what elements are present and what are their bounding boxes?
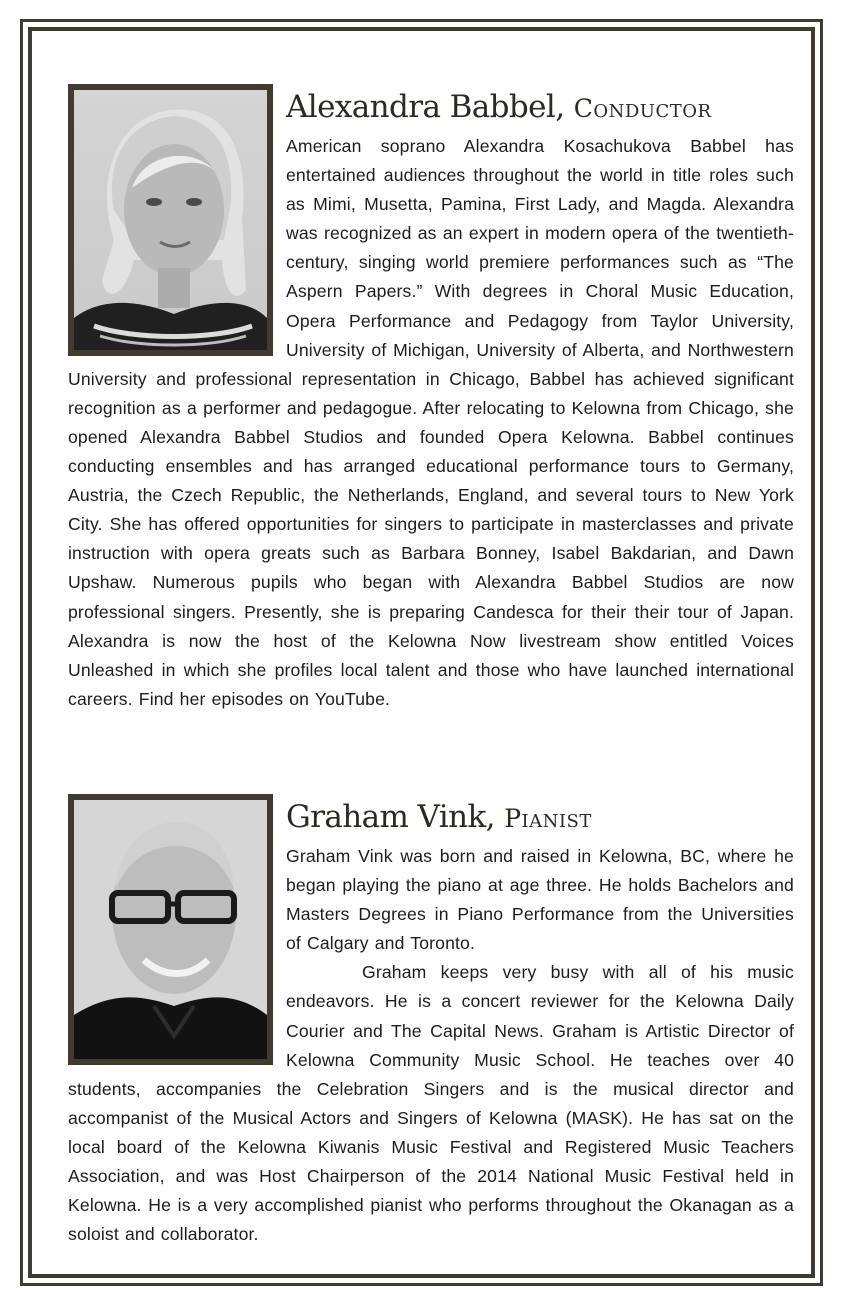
graham-vink-photo [68,794,273,1065]
bio-graham-vink [68,794,794,1249]
bio-paragraph: Graham Vink was born and raised in Kelowna, BC, where he began playing the piano at age three. He holds Bachelors and Masters Degrees in Piano Performance from the Universities of Calgary and Toronto. [286,846,794,954]
performer-role: Pianist [504,804,592,833]
performer-role: Conductor [573,94,712,123]
performer-name: Alexandra Babbel, Conductor [286,89,712,125]
bio-paragraph: American soprano Alexandra Kosachukova Babbel has entertained audiences throughout the world in title roles such as Mimi, Musetta, Pamina, First Lady, and Magda. Alexandra was recognized as an expert in modern opera of the twentieth-century, singing world premiere performances such as “The Aspern Papers.” With degrees in Choral Music Education, Opera Performance and Pedagogy from Taylor University, University of Michigan, University of Alberta, and Northwestern University and professional representation in Chicago, Babbel has achieved significant recognition as a performer and pedagogue. After relocating to Kelowna from Chicago, she opened Alexandra Babbel Studios and founded Opera Kelowna. Babbel continues conducting ensembles and has arranged educational performance tours to Germany, Austria, the Czech Republic, the Netherlands, England, and several tours to New York City. She has offered opportunities for singers to participate in masterclasses and private instruction with opera greats such as Barbara Bonney, Isabel Bakdarian, and Dawn Upshaw. Numerous pupils who began with Alexandra Babbel Studios are now professional singers. Presently, she is preparing Candesca for their their tour of Japan. Alexandra is now the host of the Kelowna Now livestream show entitled Voices Unleashed in which she profiles local talent and those who have launched international careers. Find her episodes on YouTube. [68,136,794,709]
performer-name: Graham Vink, Pianist [286,799,592,835]
bio-paragraph: Graham keeps very busy with all of his music endeavors. He is a concert reviewer for the Kelowna Daily Courier and The Capital News. Graham is Artistic Director of Kelowna Community Music School. He teaches over 40 students, accompanies the Celebration Singers and is the musical director and accompanist of the Musical Actors and Singers of Kelowna (MASK). He has sat on the local board of the Kelowna Kiwanis Music Festival and Registered Music Teachers Association, and was Host Chairperson of the 2014 National Music Festival held in Kelowna. He is a very accomplished pianist who performs throughout the Okanagan as a soloist and collaborator. [68,962,794,1245]
alexandra-babbel-photo [68,84,273,356]
bio-alexandra-babbel [68,84,794,714]
